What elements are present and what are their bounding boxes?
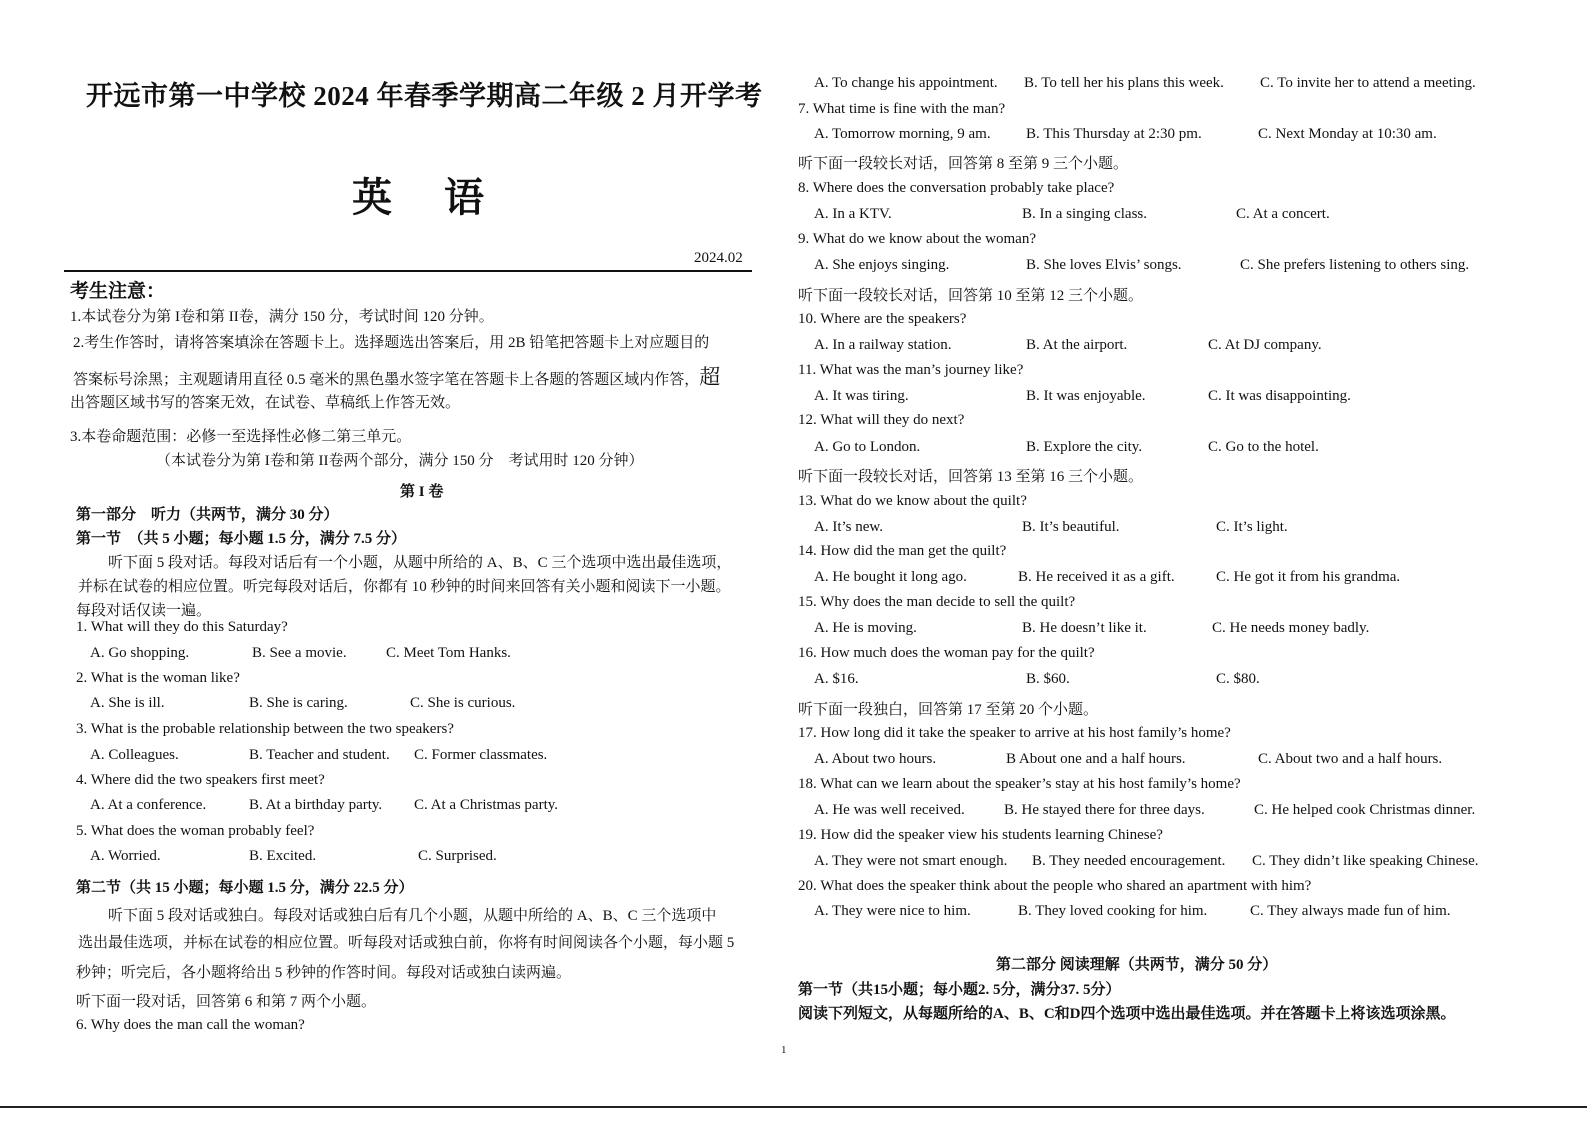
q12-option-a: A. Go to London. [814, 439, 921, 455]
q16-option-a: A. $16. [814, 671, 859, 687]
q13-option-b: B. It’s beautiful. [1022, 519, 1120, 535]
question-1: 1. What will they do this Saturday? [76, 619, 288, 635]
q2-option-b: B. She is caring. [249, 695, 348, 711]
q14-option-b: B. He received it as a gift. [1018, 569, 1175, 585]
q16-option-c: C. $80. [1216, 671, 1260, 687]
q13-option-c: C. It’s light. [1216, 519, 1288, 535]
q18-option-a: A. He was well received. [814, 802, 965, 818]
question-17: 17. How long did it take the speaker to arrive at his host family’s home? [798, 725, 1231, 741]
q14-option-c: C. He got it from his grandma. [1216, 569, 1401, 585]
notice-item-2b-big: 超 [699, 365, 721, 389]
q5-option-a: A. Worried. [90, 848, 161, 864]
exam-note: （本试卷分为第 I卷和第 II卷两个部分，满分 150 分 考试用时 120 分钟） [156, 453, 644, 469]
notice-item-2a: 2.考生作答时，请将答案填涂在答题卡上。选择题选出答案后，用 2B 铅笔把答题卡上对应题目的 [73, 335, 710, 351]
q14-option-a: A. He bought it long ago. [814, 569, 967, 585]
question-15: 15. Why does the man decide to sell the quilt? [798, 594, 1076, 610]
question-4: 4. Where did the two speakers first meet? [76, 772, 325, 788]
question-10: 10. Where are the speakers? [798, 311, 967, 327]
question-19: 19. How did the speaker view his students learning Chinese? [798, 827, 1163, 843]
q15-option-a: A. He is moving. [814, 620, 917, 636]
part2-instructions: 阅读下列短文，从每题所给的A、B、C和D四个选项中选出最佳选项。并在答题卡上将该选项涂黑。 [798, 1006, 1456, 1022]
q19-option-a: A. They were not smart enough. [814, 853, 1008, 869]
q4-option-c: C. At a Christmas party. [414, 797, 559, 813]
q10-option-b: B. At the airport. [1026, 337, 1128, 353]
question-12: 12. What will they do next? [798, 412, 965, 428]
footer-divider [0, 1106, 1587, 1108]
q7-option-c: C. Next Monday at 10:30 am. [1258, 126, 1437, 142]
page-number: 1 [781, 1044, 787, 1056]
subject-title: 英 语 [352, 175, 490, 221]
q8-option-b: B. In a singing class. [1022, 206, 1147, 222]
q20-option-c: C. They always made fun of him. [1250, 903, 1451, 919]
q7-option-a: A. Tomorrow morning, 9 am. [814, 126, 991, 142]
q20-option-b: B. They loved cooking for him. [1018, 903, 1208, 919]
q3-option-c: C. Former classmates. [414, 747, 548, 763]
question-13: 13. What do we know about the quilt? [798, 493, 1027, 509]
q19-option-b: B. They needed encouragement. [1032, 853, 1226, 869]
q12-option-b: B. Explore the city. [1026, 439, 1143, 455]
q2-option-a: A. She is ill. [90, 695, 165, 711]
q17-option-b: B About one and a half hours. [1006, 751, 1186, 767]
section1-instr-c: 每段对话仅读一遍。 [76, 603, 212, 619]
q19-option-c: C. They didn’t like speaking Chinese. [1252, 853, 1479, 869]
q6-option-a: A. To change his appointment. [814, 75, 998, 91]
q8-option-a: A. In a KTV. [814, 206, 892, 222]
q8-option-c: C. At a concert. [1236, 206, 1330, 222]
q9-option-c: C. She prefers listening to others sing. [1240, 257, 1470, 273]
notice-item-1: 1.本试卷分为第 I卷和第 II卷，满分 150 分，考试时间 120 分钟。 [70, 309, 494, 325]
q17-option-a: A. About two hours. [814, 751, 937, 767]
question-16: 16. How much does the woman pay for the quilt? [798, 645, 1095, 661]
q15-option-b: B. He doesn’t like it. [1022, 620, 1147, 636]
question-7: 7. What time is fine with the man? [798, 101, 1006, 117]
q7-option-b: B. This Thursday at 2:30 pm. [1026, 126, 1202, 142]
section1-heading: 第一节 （共 5 小题；每小题 1.5 分，满分 7.5 分） [76, 531, 407, 547]
section2-heading: 第二节（共 15 小题；每小题 1.5 分，满分 22.5 分） [76, 880, 414, 896]
q6-option-c: C. To invite her to attend a meeting. [1260, 75, 1476, 91]
q9-option-a: A. She enjoys singing. [814, 257, 950, 273]
listen-13-16: 听下面一段较长对话，回答第 13 至第 16 三个小题。 [798, 469, 1144, 485]
notice-heading: 考生注意： [70, 280, 166, 302]
listen-10-12: 听下面一段较长对话，回答第 10 至第 12 三个小题。 [798, 288, 1144, 304]
q11-option-b: B. It was enjoyable. [1026, 388, 1146, 404]
listen-8-9: 听下面一段较长对话，回答第 8 至第 9 三个小题。 [798, 156, 1129, 172]
q12-option-c: C. Go to the hotel. [1208, 439, 1319, 455]
q5-option-b: B. Excited. [249, 848, 317, 864]
q4-option-b: B. At a birthday party. [249, 797, 383, 813]
q3-option-b: B. Teacher and student. [249, 747, 390, 763]
q16-option-b: B. $60. [1026, 671, 1070, 687]
exam-title: 开远市第一中学校 2024 年春季学期高二年级 2 月开学考 [86, 81, 763, 111]
section2-instr-a: 听下面 5 段对话或独白。每段对话或独白后有几个小题，从题中所给的 A、B、C 三个选项中 [108, 908, 717, 924]
q18-option-c: C. He helped cook Christmas dinner. [1254, 802, 1476, 818]
q2-option-c: C. She is curious. [410, 695, 516, 711]
notice-item-2c: 出答题区域书写的答案无效，在试卷、草稿纸上作答无效。 [70, 393, 461, 411]
question-8: 8. Where does the conversation probably take place? [798, 180, 1115, 196]
section1-instr-a: 听下面 5 段对话。每段对话后有一个小题，从题中所给的 A、B、C 三个选项中选出最佳选项， [108, 555, 732, 571]
question-9: 9. What do we know about the woman? [798, 231, 1037, 247]
q15-option-c: C. He needs money badly. [1212, 620, 1370, 636]
q5-option-c: C. Surprised. [418, 848, 497, 864]
part2-section1: 第一节（共15小题；每小题2. 5分，满分37. 5分） [798, 982, 1121, 998]
part2-heading: 第二部分 阅读理解（共两节，满分 50 分） [996, 957, 1278, 973]
q10-option-c: C. At DJ company. [1208, 337, 1322, 353]
q10-option-a: A. In a railway station. [814, 337, 952, 353]
exam-date: 2024.02 [694, 250, 743, 266]
question-6: 6. Why does the man call the woman? [76, 1017, 305, 1033]
question-18: 18. What can we learn about the speaker’s stay at his host family’s home? [798, 776, 1241, 792]
q1-option-c: C. Meet Tom Hanks. [386, 645, 511, 661]
listen-6-7: 听下面一段对话，回答第 6 和第 7 两个小题。 [76, 994, 377, 1010]
notice-item-3: 3.本卷命题范围：必修一至选择性必修二第三单元。 [70, 429, 412, 445]
listen-17-20: 听下面一段独白，回答第 17 至第 20 个小题。 [798, 702, 1099, 718]
question-3: 3. What is the probable relationship between the two speakers? [76, 721, 454, 737]
q13-option-a: A. It’s new. [814, 519, 884, 535]
question-5: 5. What does the woman probably feel? [76, 823, 315, 839]
section1-instr-b: 并标在试卷的相应位置。听完每段对话后，你都有 10 秒钟的时间来回答有关小题和阅读下一小题。 [78, 579, 731, 595]
q11-option-a: A. It was tiring. [814, 388, 909, 404]
question-11: 11. What was the man’s journey like? [798, 362, 1024, 378]
q11-option-c: C. It was disappointing. [1208, 388, 1351, 404]
q1-option-b: B. See a movie. [252, 645, 347, 661]
volume-title: 第 I 卷 [400, 484, 444, 500]
q18-option-b: B. He stayed there for three days. [1004, 802, 1205, 818]
q20-option-a: A. They were nice to him. [814, 903, 971, 919]
q6-option-b: B. To tell her his plans this week. [1024, 75, 1224, 91]
q3-option-a: A. Colleagues. [90, 747, 179, 763]
question-20: 20. What does the speaker think about the people who shared an apartment with him? [798, 878, 1312, 894]
header-divider [64, 270, 752, 272]
q9-option-b: B. She loves Elvis’ songs. [1026, 257, 1182, 273]
notice-item-2b [73, 361, 720, 391]
section2-instr-c: 秒钟；听完后，各小题将给出 5 秒钟的作答时间。每段对话或独白读两遍。 [76, 965, 572, 981]
section2-instr-b: 选出最佳选项，并标在试卷的相应位置。听每段对话或独白前，你将有时间阅读各个小题，每小题 5 [78, 935, 735, 951]
question-14: 14. How did the man get the quilt? [798, 543, 1007, 559]
q17-option-c: C. About two and a half hours. [1258, 751, 1443, 767]
question-2: 2. What is the woman like? [76, 670, 240, 686]
q1-option-a: A. Go shopping. [90, 645, 190, 661]
notice-item-2b-text: 答案标号涂黑；主观题请用直径 0.5 毫米的黑色墨水签字笔在答题卡上各题的答题区域内作答， [73, 372, 700, 388]
q4-option-a: A. At a conference. [90, 797, 207, 813]
part1-heading: 第一部分 听力（共两节，满分 30 分） [76, 507, 339, 523]
